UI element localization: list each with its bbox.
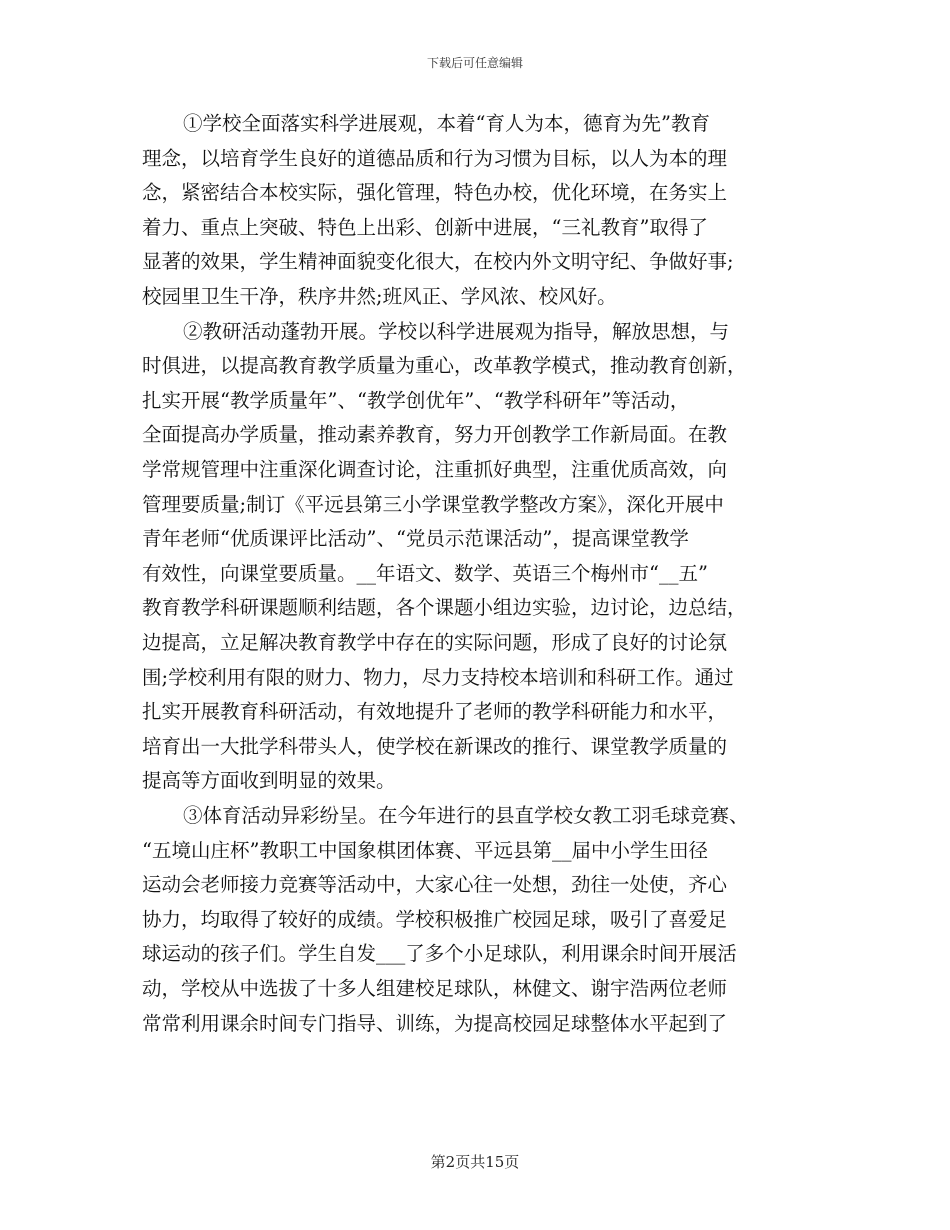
page-footer: 第2页共15页 xyxy=(430,1153,520,1171)
paragraph-first-line: ③体育活动异彩纷呈。在今年进行的县直学校女教工羽毛球竞赛、 xyxy=(183,804,749,827)
paragraph-line: 全面提高办学质量，推动素养教育，努力开创教学工作新局面。在教 xyxy=(142,423,728,447)
paragraph-line: 扎实开展“教学质量年”、“教学创优年”、“教学科研年”等活动， xyxy=(142,388,690,412)
paragraph-line: “五境山庄杯”教职工中国象棋团体赛、平远县第__届中小学生田径 xyxy=(142,838,708,862)
paragraph-line: 运动会老师接力竞赛等活动中，大家心往一处想，劲往一处使，齐心 xyxy=(142,873,728,897)
paragraph-line: 培育出一大批学科带头人，使学校在新课改的推行、课堂教学质量的 xyxy=(142,734,728,758)
paragraph-line: 着力、重点上突破、特色上出彩、创新中进展，“三礼教育”取得了 xyxy=(142,215,708,239)
paragraph-line: 边提高，立足解决教育教学中存在的实际问题，形成了良好的讨论氛 xyxy=(142,631,728,654)
paragraph-line: 校园里卫生干净，秩序井然;班风正、学风浓、校风好。 xyxy=(142,285,617,308)
paragraph-line: 提高等方面收到明显的效果。 xyxy=(142,769,396,793)
paragraph-line: 常常利用课余时间专门指导、训练，为提高校园足球整体水平起到了 xyxy=(142,1011,728,1035)
paragraph-line: 管理要质量;制订《平远县第三小学课堂教学整改方案》，深化开展中 xyxy=(142,492,724,516)
paragraph-line: 显著的效果，学生精神面貌变化很大，在校内外文明守纪、争做好事; xyxy=(142,250,734,274)
paragraph-line: 教育教学科研课题顺利结题，各个课题小组边实验，边讨论，边总结， xyxy=(142,596,747,620)
paragraph-line: 青年老师“优质课评比活动”、“党员示范课活动”，提高课堂教学 xyxy=(142,527,689,551)
page-header: 下载后可任意编辑 xyxy=(426,56,523,70)
paragraph-line: 理念，以培育学生良好的道德品质和行为习惯为目标，以人为本的理 xyxy=(142,146,728,170)
paragraph-line: 时俱进，以提高教育教学质量为重心，改革教学模式，推动教育创新， xyxy=(142,354,747,378)
paragraph-line: 扎实开展教育科研活动，有效地提升了老师的教学科研能力和水平， xyxy=(142,700,728,724)
paragraph-first-line: ②教研活动蓬勃开展。学校以科学进展观为指导，解放思想，与 xyxy=(183,319,730,343)
paragraph-first-line: ①学校全面落实科学进展观，本着“育人为本，德育为先”教育 xyxy=(183,112,710,135)
paragraph-line: 协力，均取得了较好的成绩。学校积极推广校园足球，吸引了喜爱足 xyxy=(142,907,728,931)
paragraph-line: 学常规管理中注重深化调查讨论，注重抓好典型，注重优质高效，向 xyxy=(142,458,728,481)
paragraph-line: 动，学校从中选拔了十多人组建校足球队，林健文、谢宇浩两位老师 xyxy=(142,977,728,1000)
paragraph-line: 念，紧密结合本校实际，强化管理，特色办校，优化环境，在务实上 xyxy=(142,181,728,205)
paragraph-line: 有效性，向课堂要质量。__年语文、数学、英语三个梅州市“__五” xyxy=(142,561,708,585)
paragraph-line: 球运动的孩子们。学生自发___了多个小足球队，利用课余时间开展活 xyxy=(142,942,737,966)
paragraph-line: 围;学校利用有限的财力、物力，尽力支持校本培训和科研工作。通过 xyxy=(142,665,734,689)
